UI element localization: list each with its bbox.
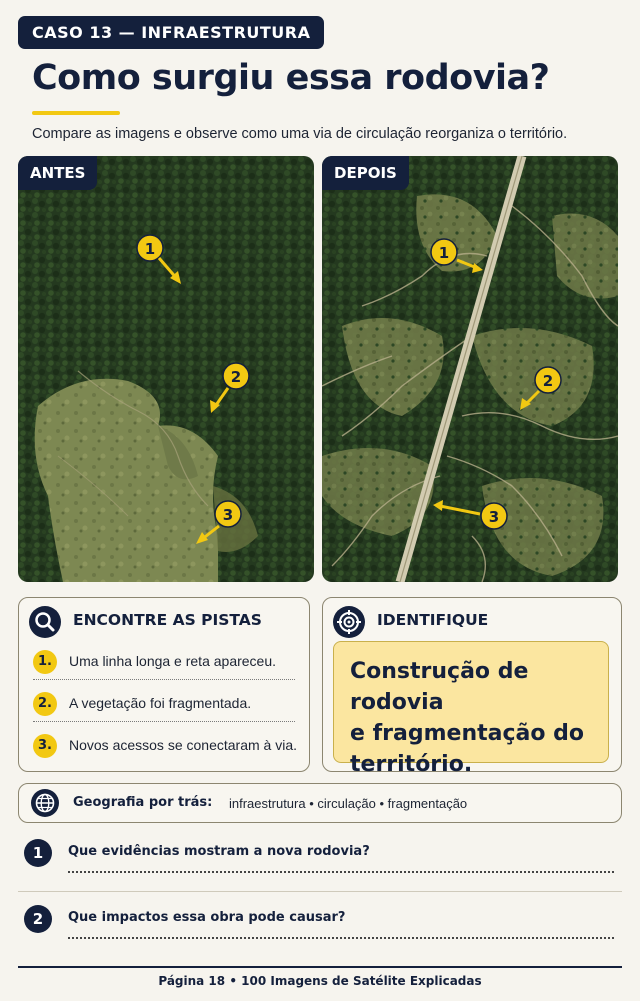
clue-item xyxy=(33,686,295,722)
after-satellite-image xyxy=(322,156,618,582)
marker-label: 1 xyxy=(144,240,156,258)
geography-label: Geografia por trás: xyxy=(73,795,213,810)
clue-text: Novos acessos se conectaram à via. xyxy=(69,737,297,753)
globe-icon xyxy=(31,789,59,817)
title-underline xyxy=(32,111,120,115)
question-number: 2 xyxy=(24,905,52,933)
geography-bar xyxy=(18,783,622,823)
marker-label: 2 xyxy=(230,368,242,386)
page-title: Como surgiu essa rodovia? xyxy=(32,58,550,98)
identify-title: IDENTIFIQUE xyxy=(377,611,489,629)
search-icon xyxy=(29,606,61,638)
page-subtitle: Compare as imagens e observe como uma via de circulação reorganiza o território. xyxy=(32,126,568,142)
answer-line: território. xyxy=(350,752,473,777)
clue-number: 2. xyxy=(33,692,57,716)
question-number: 1 xyxy=(24,839,52,867)
answer-line-field[interactable] xyxy=(68,937,614,939)
clues-card xyxy=(18,597,310,772)
marker-label: 1 xyxy=(438,244,450,262)
target-icon xyxy=(333,606,365,638)
clue-text: A vegetação foi fragmentada. xyxy=(69,695,252,711)
marker-label: 3 xyxy=(488,508,500,526)
answer-box xyxy=(333,641,609,777)
before-label: ANTES xyxy=(18,156,97,190)
case-badge: CASO 13 — INFRAESTRUTURA xyxy=(18,16,324,49)
after-label: DEPOIS xyxy=(322,156,409,190)
clue-number: 1. xyxy=(33,650,57,674)
question-text: Que evidências mostram a nova rodovia? xyxy=(68,844,370,859)
clue-text: Uma linha longa e reta apareceu. xyxy=(69,653,277,669)
identify-card xyxy=(322,597,622,777)
marker-label: 2 xyxy=(542,372,554,390)
clue-item xyxy=(33,644,295,680)
answer-line-field[interactable] xyxy=(68,871,614,873)
divider xyxy=(18,891,622,892)
page-footer: Página 18 • 100 Imagens de Satélite Explicadas xyxy=(158,974,482,988)
before-satellite-image xyxy=(18,156,314,582)
question-text: Que impactos essa obra pode causar? xyxy=(68,910,346,925)
answer-line: e fragmentação do xyxy=(350,721,584,746)
footer-divider xyxy=(18,966,622,968)
clues-title: ENCONTRE AS PISTAS xyxy=(73,611,262,629)
geography-tags: infraestrutura • circulação • fragmentação xyxy=(229,796,468,811)
answer-line: Construção de rodovia xyxy=(350,659,529,715)
clue-number: 3. xyxy=(33,734,57,758)
marker-label: 3 xyxy=(222,506,234,524)
clue-item xyxy=(33,728,295,764)
